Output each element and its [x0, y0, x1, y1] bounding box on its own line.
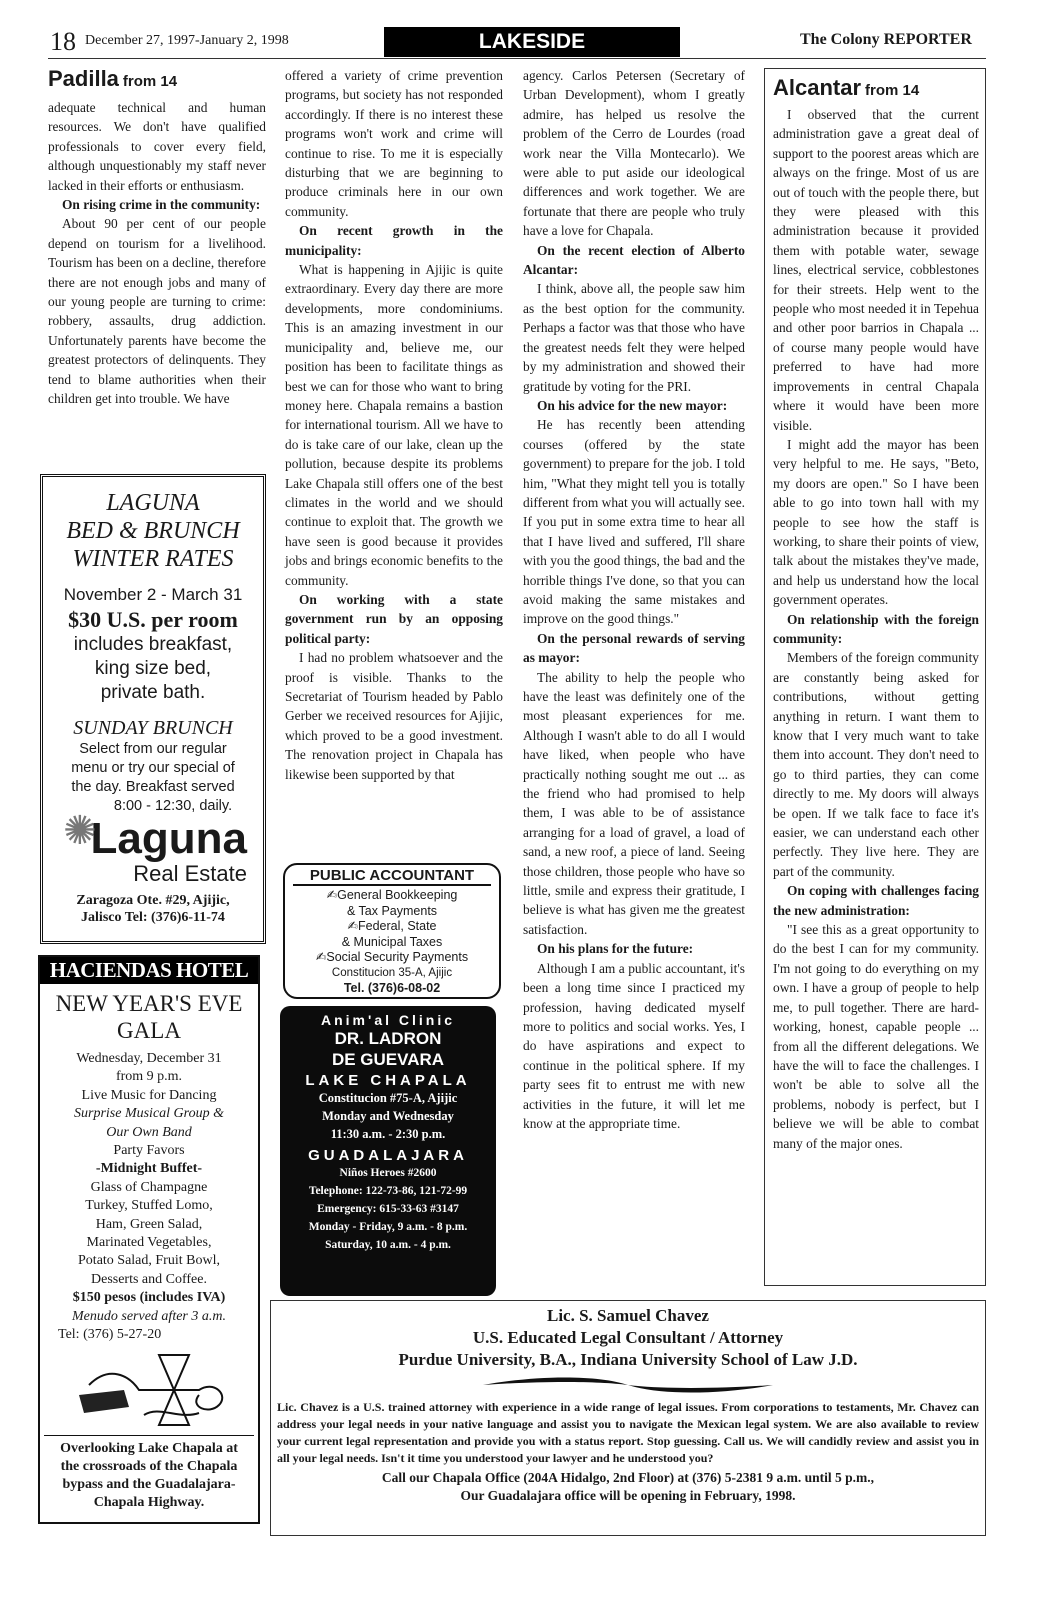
article-paragraph: I observed that the current administration gave a great deal of support to the poorest areas which are always on the fringe. Most of us are out of touch with the people there, but they were pleased with this administration because it provided them with potable water, sewage lines, electrical service, cobblestones for their streets. Help went to the people who most needed it in Tepehua and other poor barrios in Chapala ... of course many people would have preferred to have had more improvements in central Chapala where it would have been more visible.	[773, 107, 979, 433]
clinic-ad	[280, 1006, 496, 1296]
article-subhead: On recent growth in the municipality:	[285, 223, 503, 258]
haciendas-t2: GALA	[117, 1018, 181, 1043]
laguna-title-3: WINTER RATES	[72, 546, 234, 572]
padilla-title: Padilla	[48, 66, 119, 91]
laguna-title-1: LAGUNA	[106, 490, 200, 516]
laguna-brunch: SUNDAY BRUNCH	[73, 717, 233, 739]
haciendas-l4: Surprise Musical Group &	[74, 1106, 224, 1122]
quill-icon: ✍	[315, 950, 327, 964]
chavez-school: Purdue University, B.A., Indiana University School of Law J.D.	[398, 1350, 858, 1369]
clinic-l13: Saturday, 10 a.m. - 4 p.m.	[325, 1239, 451, 1251]
alcantar-headline	[773, 75, 979, 101]
laguna-price: $30 U.S. per room	[68, 607, 238, 632]
laguna-brunch-3: the day. Breakfast served	[71, 779, 235, 795]
article-subhead: On the recent election of Alberto Alcantar:	[523, 242, 745, 278]
clinic-l6: Monday and Wednesday	[322, 1109, 454, 1123]
article-subhead: On his plans for the future:	[537, 941, 694, 957]
section-title: LAKESIDE	[478, 30, 586, 53]
article-subhead: On the personal rewards of serving as mayor:	[523, 630, 745, 666]
laguna-logo: Laguna	[90, 814, 247, 863]
article-paragraph: What is happening in Ajijic is quite extraordinary. Every day there are more developments, more condominiums. This is an amazing investment in our municipality and, believe me, our position has been to facilitate things as best we can for those who want to bring money here. Chapala remains a bastion for international tourism. All we have to do is take care of our lake, clean up the pollution, because despite its problems Lake Chapala still offers one of the best climates in the world and we should continue to exploit that. The growth we have seen is good because it provides jobs and brings economic benefits to the community.	[285, 262, 503, 588]
haciendas-l11: Marinated Vegetables,	[86, 1235, 212, 1251]
haciendas-l9: Turkey, Stuffed Lomo,	[85, 1198, 213, 1214]
alcantar-from: from 14	[865, 82, 920, 99]
haciendas-l13: Desserts and Coffee.	[91, 1271, 207, 1287]
accountant-ad	[283, 863, 501, 999]
padilla-from: from 14	[122, 73, 178, 90]
haciendas-l6: Party Favors	[113, 1143, 185, 1159]
ornament-divider	[478, 1373, 778, 1397]
laguna-logo-sub: Real Estate	[133, 861, 247, 886]
laguna-title-2: BED & BRUNCH	[66, 518, 240, 544]
haciendas-l2: from 9 p.m.	[115, 1069, 183, 1085]
article-subhead: On relationship with the foreign community:	[773, 611, 979, 646]
accountant-l5: Social Security Payments	[326, 950, 469, 964]
article-paragraph: He has recently been attending courses (offered by the state government) to prepare for the job. I told him, "What they might tell you is totally different from what you will actually see. If you put in some extra time to hear all that I have lived and suffered, I'll share with you the good things, the bad and the horrible things I've done, so that you can avoid making the same mistakes and improve on the good things."	[523, 417, 745, 627]
haciendas-l10: Ham, Green Salad,	[95, 1216, 203, 1232]
accountant-l7: Tel. (376)6-08-02	[343, 981, 441, 995]
padilla-continued-col2	[285, 66, 503, 784]
haciendas-f2: the crossroads of the Chapala	[60, 1458, 238, 1474]
header-rule	[48, 58, 986, 59]
quill-icon: ✍	[347, 919, 358, 933]
laguna-inc-1: includes breakfast,	[73, 634, 233, 655]
section-banner	[384, 27, 680, 57]
accountant-l6: Constitucion 35-A, Ajijic	[331, 966, 453, 979]
article-paragraph: offered a variety of crime prevention programs, but society has not responded accordingly. If there is no interest these programs won't work and crime will continue to rise. To me it is especially disturbing that we are beginning to produce criminals here in our own community.	[285, 68, 503, 219]
haciendas-l3: Live Music for Dancing	[81, 1087, 217, 1103]
article-subhead: On rising crime in the community:	[62, 197, 261, 213]
laguna-addr-1: Zaragoza Ote. #29, Ajijic,	[76, 893, 230, 908]
page-number: 18	[50, 27, 76, 56]
chavez-body: Lic. Chavez is a U.S. trained attorney with experience in a wide range of legal issues. From corporations to testaments, Mr. Chavez can address your legal needs in your native language and assist you to navigate the Mexican legal system. We are also available to review your current legal representation and provide you with a status report. Stop guessing. Call us. We will candidly review and assist you in all your legal needs. Isn't it time you understood your lawyer and he understood you?	[277, 1400, 979, 1465]
article-subhead: On coping with challenges facing the new administration:	[773, 883, 979, 918]
paper-name: The Colony REPORTER	[800, 31, 972, 48]
haciendas-l15: Menudo served after 3 a.m.	[72, 1308, 226, 1324]
padilla-continued-col3	[523, 66, 745, 1133]
alcantar-article	[764, 68, 986, 1286]
clinic-l7: 11:30 a.m. - 2:30 p.m.	[330, 1127, 446, 1141]
clinic-l11: Emergency: 615-33-63 #3147	[317, 1203, 459, 1215]
quill-icon: ✍	[326, 888, 338, 902]
chavez-name: Lic. S. Samuel Chavez	[547, 1306, 709, 1325]
laguna-brunch-2: menu or try our special of	[71, 760, 235, 776]
haciendas-t1: NEW YEAR'S EVE	[55, 991, 243, 1016]
clinic-l3: DE GUEVARA	[331, 1050, 445, 1069]
padilla-article	[48, 66, 266, 409]
article-paragraph: Although I am a public accountant, it's been a long time since I practiced my profession, having dedicated myself more to politics and social works. Yes, I do have aspirations and expect to continue in the political sphere. If my party sees fit to entrust me with new activities in the future, it will let me know at the appropriate time.	[523, 960, 745, 1131]
haciendas-f1: Overlooking Lake Chapala at	[60, 1440, 238, 1456]
laguna-dates: November 2 - March 31	[63, 585, 243, 604]
article-subhead: On working with a state government run by an opposing political party:	[285, 591, 503, 646]
clinic-l4: LAKE CHAPALA	[305, 1072, 471, 1089]
haciendas-f3: bypass and the Guadalajara-	[62, 1476, 236, 1492]
haciendas-l1: Wednesday, December 31	[76, 1051, 222, 1066]
accountant-l2: & Tax Payments	[346, 903, 438, 918]
accountant-l3: Federal, State	[357, 919, 437, 933]
article-paragraph: agency. Carlos Petersen (Secretary of Urban Development), whom I greatly admire, has helped us resolve the problem of the Cerro de Lourdes (road work near the Villa Montecarlo). We were able to put aside our ideological differences and work together. We are fortunate that there are people who truly have a love for Chapala.	[523, 68, 745, 239]
clinic-l10: Telephone: 122-73-86, 121-72-99	[308, 1185, 468, 1197]
article-paragraph: I had no problem whatsoever and the proof is visible. Thanks to the Secretariat of Tourism headed by Pablo Gerber we received resources for Ajijic, which proved to be a good investment. The renovation project in Chapala has likewise been supported by that	[285, 650, 503, 782]
clinic-l8: GUADALAJARA	[308, 1147, 468, 1164]
haciendas-l16: Tel: (376) 5-27-20	[58, 1327, 162, 1343]
laguna-brunch-1: Select from our regular	[79, 741, 227, 757]
article-paragraph: About 90 per cent of our people depend on tourism for a livelihood. Tourism has been on a decline, therefore there are not enough jobs and many of our young people are turning to crime: robbery, assaults, drug addiction. Unfortunately parents have become the greatest protectors of delinquents. They tend to blame authorities when their children get into trouble. We have	[48, 216, 266, 407]
clinic-l5: Constitucion #75-A, Ajijic	[318, 1091, 458, 1105]
article-subhead: On his advice for the new mayor:	[537, 397, 728, 413]
haciendas-l14: $150 pesos (includes IVA)	[72, 1290, 226, 1306]
padilla-body	[48, 98, 266, 409]
laguna-inc-3: private bath.	[100, 682, 206, 703]
article-paragraph: "I see this as a great opportunity to do the best I can for my community. I'm not going to do everything on my own. I have a group of people to help me, to pull together. There are hard-working, honest, capable people ... from all the different delegations. We have the will to face the challenges. I won't be able to solve all the problems, nobody is perfect, but I believe we will be able to combat many of the major ones.	[773, 922, 979, 1151]
haciendas-l5: Our Own Band	[106, 1124, 192, 1140]
article-paragraph: I think, above all, the people saw him as the best option for the community. Perhaps a factor was that those who have the greatest needs felt they were helped by my administration and showed their gratitude by voting for the PRI.	[523, 281, 745, 394]
clinic-l2: DR. LADRON	[334, 1029, 442, 1048]
laguna-ad	[40, 474, 266, 944]
article-paragraph: Members of the foreign community are constantly being asked for contributions, without getting anything in return. I want them to know that I very much want to take them into account. They don't need to go to third parties, they can come directly to me. My doors will always be open. If we talk face to face it's easier, we can understand each other perfectly. They live here. They are part of the community.	[773, 650, 979, 879]
haciendas-l8: Glass of Champagne	[90, 1179, 208, 1195]
accountant-l4: & Municipal Taxes	[341, 934, 443, 949]
chavez-title: U.S. Educated Legal Consultant / Attorney	[472, 1328, 784, 1347]
laguna-brunch-4: 8:00 - 12:30, daily.	[113, 798, 233, 814]
accountant-title: PUBLIC ACCOUNTANT	[293, 867, 491, 886]
alcantar-title: Alcantar	[773, 75, 862, 100]
laguna-addr-2: Jalisco Tel: (376)6-11-74	[81, 910, 225, 925]
article-paragraph: I might add the mayor has been very helpful to me. He says, "Beto, my doors are open." So I have been able to go into town hall with my people to see how the staff is working, to share their points of view, talk about the mistakes they've made, and help us understand how the local government operates.	[773, 436, 979, 608]
haciendas-l12: Potato Salad, Fruit Bowl,	[78, 1253, 220, 1269]
hourglass-illustration	[49, 1345, 249, 1435]
padilla-headline	[48, 66, 266, 92]
laguna-inc-2: king size bed,	[94, 658, 212, 679]
article-paragraph: The ability to help the people who have the least was definitely one of the most pleasant experiences for me. Although I wasn't able to do all I would have liked, when people who have practically nothing sought me out ... as the friend who had promised to help them, I was able to be of assistance arranging for a load of gravel, a load of sand, a new roof, a piece of land. Seeing those children, those people who have so little, smile and express their gratitude, I believe is what has given me the greatest satisfaction.	[523, 669, 745, 937]
issue-date: December 27, 1997-January 2, 1998	[85, 33, 289, 48]
accountant-l1: General Bookkeeping	[337, 888, 458, 902]
clinic-l9: Niños Heroes #2600	[339, 1167, 437, 1179]
chavez-call: Call our Chapala Office (204A Hidalgo, 2nd Floor) at (376) 5-2381 9 a.m. until 5 p.m.,	[381, 1470, 875, 1485]
chavez-ad	[270, 1300, 986, 1536]
clinic-l12: Monday - Friday, 9 a.m. - 8 p.m.	[308, 1221, 468, 1233]
clinic-l1: Anim'al Clinic	[320, 1012, 455, 1028]
sun-icon: ✺	[63, 809, 97, 853]
haciendas-ad	[38, 955, 260, 1524]
haciendas-f4: Chapala Highway.	[93, 1494, 205, 1510]
chavez-gdl: Our Guadalajara office will be opening in February, 1998.	[460, 1488, 796, 1503]
haciendas-banner: HACIENDAS HOTEL	[40, 957, 258, 984]
haciendas-l7: -Midnight Buffet-	[95, 1161, 203, 1177]
article-paragraph: adequate technical and human resources. We don't have qualified professionals to cover every field, although unquestionably my staff never lacked in their efforts or enthusiasm.	[48, 100, 266, 193]
